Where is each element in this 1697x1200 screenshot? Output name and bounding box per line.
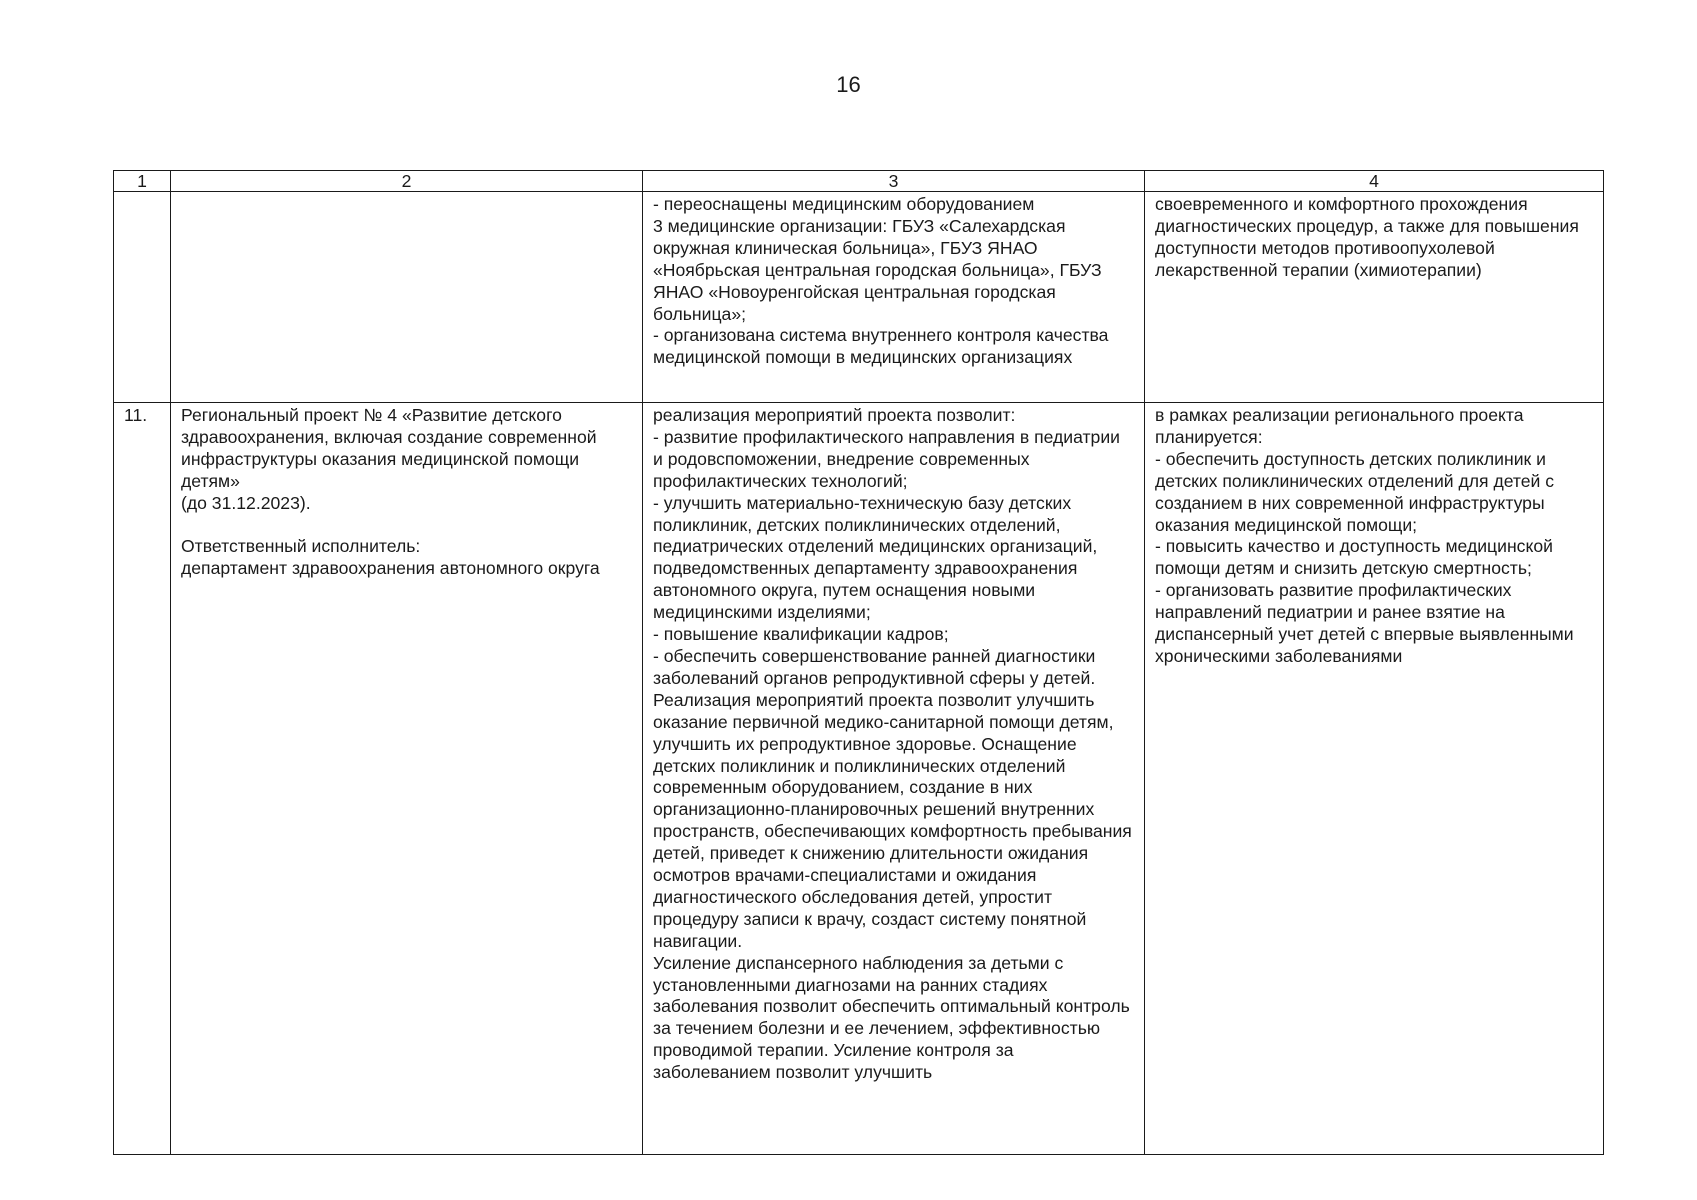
column-header-2: 2 — [171, 171, 643, 192]
results-cell — [1145, 403, 1604, 1155]
effects-cell — [643, 403, 1145, 1155]
column-header-3: 3 — [643, 171, 1145, 192]
results-text: своевременного и комфортного прохождения диагностических процедур, а также для повышения доступности методов противоопухолевой лекарственной терапии (химиотерапии) — [1155, 194, 1579, 280]
column-header-4: 4 — [1145, 171, 1604, 192]
table-header-row — [114, 171, 1604, 192]
row-number-cell — [114, 403, 171, 1155]
project-name: Региональный проект № 4 «Развитие детского здравоохранения, включая создание современной инфраструктуры оказания медицинской помощи детям» (до 31.12.2023). Ответственный исполнитель: департамент здравоохранения автономного округа — [181, 405, 600, 579]
project-name-cell — [171, 403, 643, 1155]
document-table — [113, 170, 1604, 1155]
table-row — [114, 403, 1604, 1155]
effects-text: - переоснащены медицинским оборудованием 3 медицинские организации: ГБУЗ «Салехардская окружная клиническая больница», ГБУЗ ЯНАО «Ноябрьская центральная городская больница», ГБУЗ ЯНАО «Новоуренгойская центральная городская больница»; - организована система внутреннего контроля качества медицинской помощи в медицинских организациях — [653, 194, 1109, 368]
results-text: в рамках реализации регионального проекта планируется: - обеспечить доступность детских поликлиник и детских поликлинических отделений для детей с созданием в них современной инфраструктуры оказания медицинской помощи; - повысить качество и доступность медицинской помощи детям и снизить детскую смертность; - организовать развитие профилактических направлений педиатрии и ранее взятие на диспансерный учет детей с впервые выявленными хроническими заболеваниями — [1155, 405, 1574, 666]
table-row — [114, 192, 1604, 403]
effects-text: реализация мероприятий проекта позволит: - развитие профилактического направления в педиатрии и родовспоможении, внедрение современных профилактических технологий; - улучшить материально-техническую базу детских поликлиник, детских поликлинических отделений, педиатрических отделений медицинских организаций, подведомственных департаменту здравоохранения автономного округа, путем оснащения новыми медицинскими изделиями; - повышение квалификации кадров; - обеспечить совершенствование ранней диагностики заболеваний органов репродуктивной сферы у детей. Реализация мероприятий проекта позволит улучшить оказание первичной медико-санитарной помощи детям, улучшить их репродуктивное здоровье. Оснащение детских поликлиник и поликлинических отделений современным оборудованием, создание в них организационно-планировочных решений внутренних пространств, обеспечивающих комфортность пребывания детей, приведет к снижению длительности ожидания осмотров врачами-специалистами и ожидания диагностического обследования детей, упростит процедуру записи к врачу, создаст систему понятной навигации. Усиление диспансерного наблюдения за детьми с установленными диагнозами на ранних стадиях заболевания позволит обеспечить оптимальный контроль за течением болезни и ее лечением, эффективностью проводимой терапии. Усиление контроля за заболеванием позволит улучшить — [653, 405, 1132, 1083]
results-cell — [1145, 192, 1604, 403]
page-number: 16 — [836, 72, 861, 97]
row-number-cell — [114, 192, 171, 403]
effects-cell — [643, 192, 1145, 403]
project-name-cell — [171, 192, 643, 403]
row-number: 11. — [124, 405, 148, 425]
column-header-1: 1 — [114, 171, 171, 192]
